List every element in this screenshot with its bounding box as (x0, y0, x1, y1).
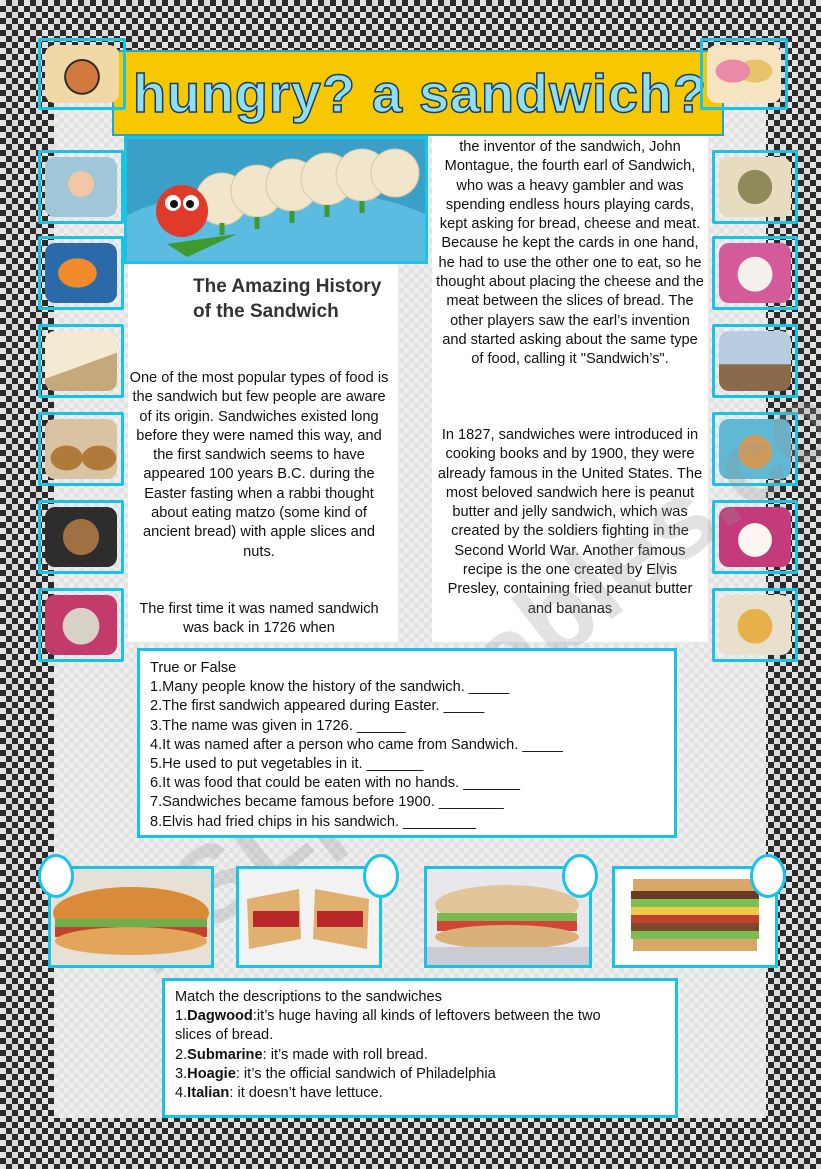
cat-sandwich-icon (38, 588, 124, 662)
octopus-sandwich-icon (38, 150, 124, 224)
paragraph-left-1: One of the most popular types of food is the sandwich but few people are aware of its origin. Sandwiches existed long before they were named this way, and the first sandwich seems to have appeared 100 years B.C. during the Easter fasting when a rabbi thought about eating matzo (some kind of ancient bread) with apple slices and nuts. (129, 370, 389, 560)
match-item-3 (175, 1065, 675, 1084)
answer-oval-1[interactable] (38, 854, 74, 898)
answer-oval-2[interactable] (363, 854, 399, 898)
match-item-desc: : it’s the official sandwich of Philadelphia (235, 1065, 496, 1082)
match-item-desc: slices of bread. (175, 1027, 274, 1044)
answer-oval-4[interactable] (750, 854, 786, 898)
true-false-exercise (137, 648, 677, 838)
true-false-item-8: 8.Elvis had fried chips in his sandwich. _________ (150, 813, 477, 830)
caterpillar-sandwich-photo (124, 136, 428, 264)
match-item-4 (175, 1084, 675, 1103)
caterpillar-sandwich-image (127, 139, 425, 261)
page-title: hungry? a sandwich? (132, 64, 708, 124)
match-item-2 (175, 1046, 675, 1065)
match-item-number: 3. (175, 1065, 188, 1082)
article-heading: The Amazing History of the Sandwich (193, 276, 382, 322)
match-item-1-cont (175, 1026, 675, 1045)
match-item-name: Italian (187, 1085, 230, 1102)
match-item-desc: : it doesn’t have lettuce. (229, 1085, 383, 1102)
match-item-desc: :it’s huge having all kinds of leftovers between the two (252, 1008, 601, 1025)
sandwich-photo-2 (236, 866, 382, 968)
reindeer-sandwich-icon (712, 412, 798, 486)
bear-sandwich-icon (712, 588, 798, 662)
match-item-name: Hoagie (187, 1065, 236, 1082)
italian-sandwich-image (239, 869, 379, 965)
kitty-sandwich-icon (712, 236, 798, 310)
true-false-item-6: 6.It was food that could be eaten with no hands. _______ (150, 775, 520, 792)
train-sandwich-icon (712, 324, 798, 398)
match-item-name: Dagwood (187, 1008, 253, 1025)
paragraph-right-2: In 1827, sandwiches were introduced in cooking books and by 1900, they were already famous in the United States. The most beloved sandwich here is peanut butter and jelly sandwich, which was created by the soldiers fighting in the Second World War. Another famous recipe is the one created by Elvis Presley, containing fried peanut butter and bananas (437, 427, 703, 617)
match-item-name: Submarine (187, 1046, 263, 1063)
true-false-title: True or False (150, 660, 237, 676)
true-false-item-5: 5.He used to put vegetables in it. _______ (150, 756, 424, 773)
true-false-item-2: 2.The first sandwich appeared during Easter. _____ (150, 698, 485, 715)
match-item-number: 4. (175, 1085, 188, 1102)
paragraph-right-1: the inventor of the sandwich, John Montague, the fourth earl of Sandwich, who was a heavy gambler and was spending endless hours playing cards, kept asking for bread, cheese and meat. Because he kept the cards in one hand, he had to use the other one to eat, so he thought about placing the cheese and the meat between the slices of bread. The other players saw the earl’s invention and started asking about the same type of food, calling it "Sandwich’s". (436, 139, 704, 368)
hedgehog-sandwich-icon (38, 412, 124, 486)
monster-sandwich-icon (712, 150, 798, 224)
match-exercise (162, 978, 678, 1118)
cow-sandwich-icon (712, 500, 798, 574)
answer-oval-3[interactable] (562, 854, 598, 898)
true-false-item-4: 4.It was named after a person who came from Sandwich. _____ (150, 736, 563, 753)
match-item-1 (175, 1007, 675, 1026)
true-false-item-7: 7.Sandwiches became famous before 1900. ________ (150, 794, 504, 811)
monkey-sandwich-icon (38, 500, 124, 574)
match-item-desc: : it’s made with roll bread. (262, 1046, 428, 1063)
piano-sandwich-icon (38, 324, 124, 398)
fish-sandwich-icon (38, 236, 124, 310)
true-false-item-3: 3.The name was given in 1726. ______ (150, 717, 406, 734)
match-item-number: 1. (175, 1008, 188, 1025)
match-title: Match the descriptions to the sandwiches (175, 989, 442, 1005)
butterfly-sandwich-icon (700, 38, 788, 110)
spider-sandwich-icon (38, 38, 126, 110)
paragraph-left-2: The first time it was named sandwich was back in 1726 when (139, 601, 379, 637)
submarine-sandwich-image (51, 869, 211, 965)
match-item-number: 2. (175, 1046, 188, 1063)
true-false-item-1: 1.Many people know the history of the sandwich. _____ (150, 679, 510, 696)
